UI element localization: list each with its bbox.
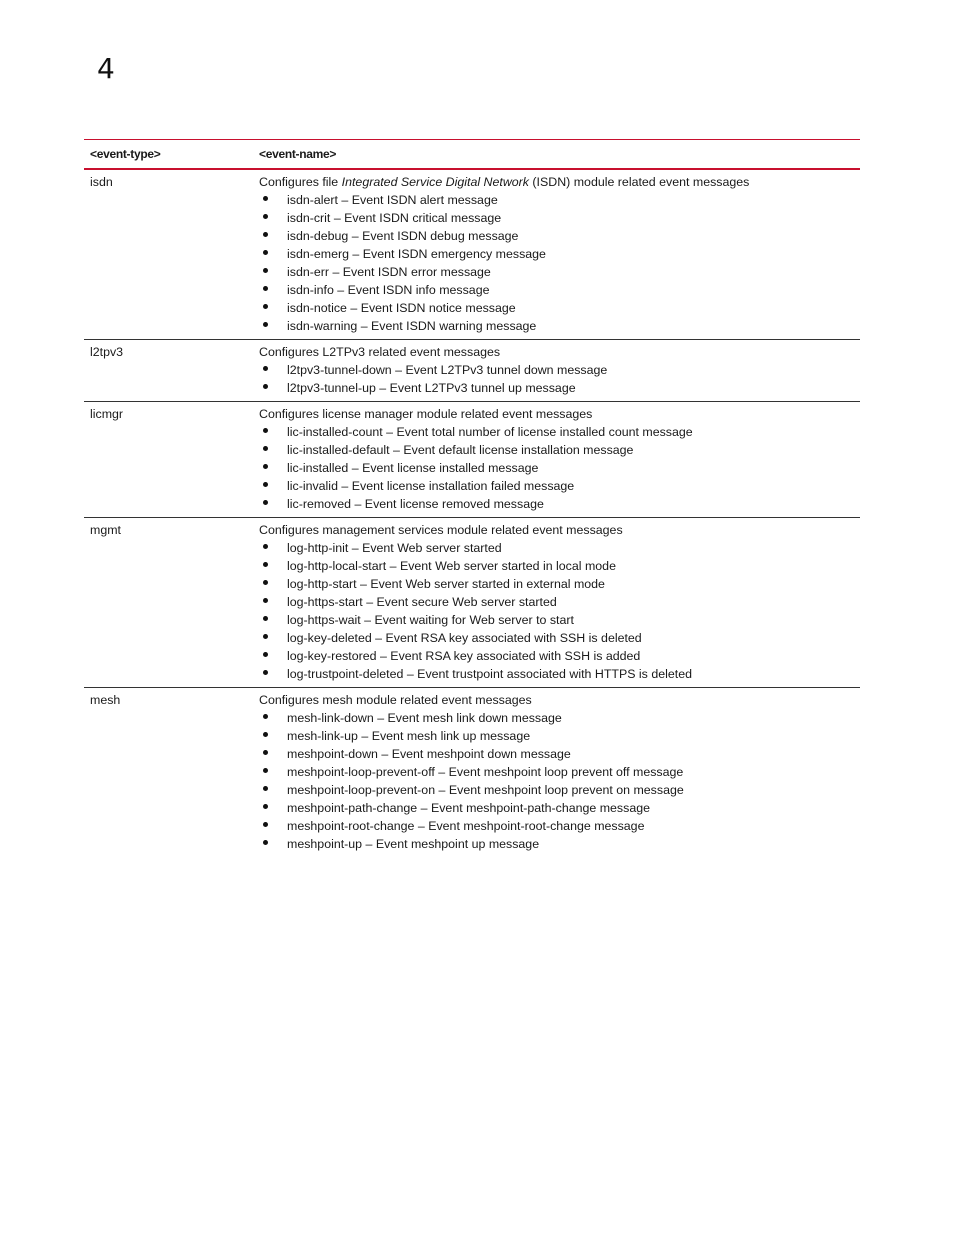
table-row: [84, 170, 860, 340]
header-event-type: <event-type>: [90, 147, 161, 161]
event-type-cell: mesh: [90, 693, 121, 707]
event-list: [259, 709, 860, 853]
list-item: mesh-link-down – Event mesh link down message: [259, 709, 860, 727]
list-item: isdn-err – Event ISDN error message: [259, 263, 860, 281]
list-item: lic-installed – Event license installed message: [259, 459, 860, 477]
list-item: log-key-restored – Event RSA key associated with SSH is added: [259, 647, 860, 665]
list-item: isdn-debug – Event ISDN debug message: [259, 227, 860, 245]
table-row: [84, 518, 860, 688]
event-list: [259, 423, 860, 513]
list-item: lic-removed – Event license removed message: [259, 495, 860, 513]
list-item: meshpoint-loop-prevent-on – Event meshpoint loop prevent on message: [259, 781, 860, 799]
list-item: meshpoint-root-change – Event meshpoint-root-change message: [259, 817, 860, 835]
list-item: meshpoint-down – Event meshpoint down message: [259, 745, 860, 763]
chapter-number: 4: [97, 52, 115, 85]
list-item: log-key-deleted – Event RSA key associated with SSH is deleted: [259, 629, 860, 647]
event-list: [259, 361, 860, 397]
list-item: isdn-crit – Event ISDN critical message: [259, 209, 860, 227]
event-list: [259, 539, 860, 683]
description-text: (ISDN) module related event messages: [528, 175, 750, 189]
list-item: log-https-wait – Event waiting for Web server to start: [259, 611, 860, 629]
list-item: isdn-emerg – Event ISDN emergency message: [259, 245, 860, 263]
list-item: isdn-alert – Event ISDN alert message: [259, 191, 860, 209]
list-item: log-http-init – Event Web server started: [259, 539, 860, 557]
list-item: mesh-link-up – Event mesh link up message: [259, 727, 860, 745]
list-item: lic-installed-default – Event default license installation message: [259, 441, 860, 459]
event-type-cell: isdn: [90, 175, 113, 189]
list-item: l2tpv3-tunnel-up – Event L2TPv3 tunnel up message: [259, 379, 860, 397]
event-table: [84, 139, 860, 857]
event-description: Configures L2TPv3 related event messages: [259, 345, 501, 359]
table-row: [84, 340, 860, 402]
list-item: meshpoint-loop-prevent-off – Event meshpoint loop prevent off message: [259, 763, 860, 781]
list-item: log-http-start – Event Web server started in external mode: [259, 575, 860, 593]
list-item: log-http-local-start – Event Web server started in local mode: [259, 557, 860, 575]
list-item: isdn-notice – Event ISDN notice message: [259, 299, 860, 317]
header-event-name: <event-name>: [259, 147, 337, 161]
description-text: Configures file: [259, 175, 342, 189]
list-item: lic-invalid – Event license installation failed message: [259, 477, 860, 495]
list-item: lic-installed-count – Event total number of license installed count message: [259, 423, 860, 441]
event-description: Configures management services module related event messages: [259, 523, 623, 537]
list-item: log-trustpoint-deleted – Event trustpoint associated with HTTPS is deleted: [259, 665, 860, 683]
event-type-cell: mgmt: [90, 523, 121, 537]
list-item: log-https-start – Event secure Web server started: [259, 593, 860, 611]
event-type-cell: licmgr: [90, 407, 124, 421]
table-row: [84, 688, 860, 857]
event-description: Configures license manager module related event messages: [259, 407, 593, 421]
table-header: [84, 139, 860, 170]
description-italic: Integrated Service Digital Network: [341, 175, 529, 189]
event-description: Configures mesh module related event messages: [259, 693, 532, 707]
list-item: l2tpv3-tunnel-down – Event L2TPv3 tunnel down message: [259, 361, 860, 379]
table-row: [84, 402, 860, 518]
list-item: meshpoint-path-change – Event meshpoint-path-change message: [259, 799, 860, 817]
list-item: isdn-warning – Event ISDN warning message: [259, 317, 860, 335]
list-item: meshpoint-up – Event meshpoint up message: [259, 835, 860, 853]
event-description: [259, 173, 860, 191]
list-item: isdn-info – Event ISDN info message: [259, 281, 860, 299]
event-type-cell: l2tpv3: [90, 345, 124, 359]
event-list: [259, 191, 860, 335]
